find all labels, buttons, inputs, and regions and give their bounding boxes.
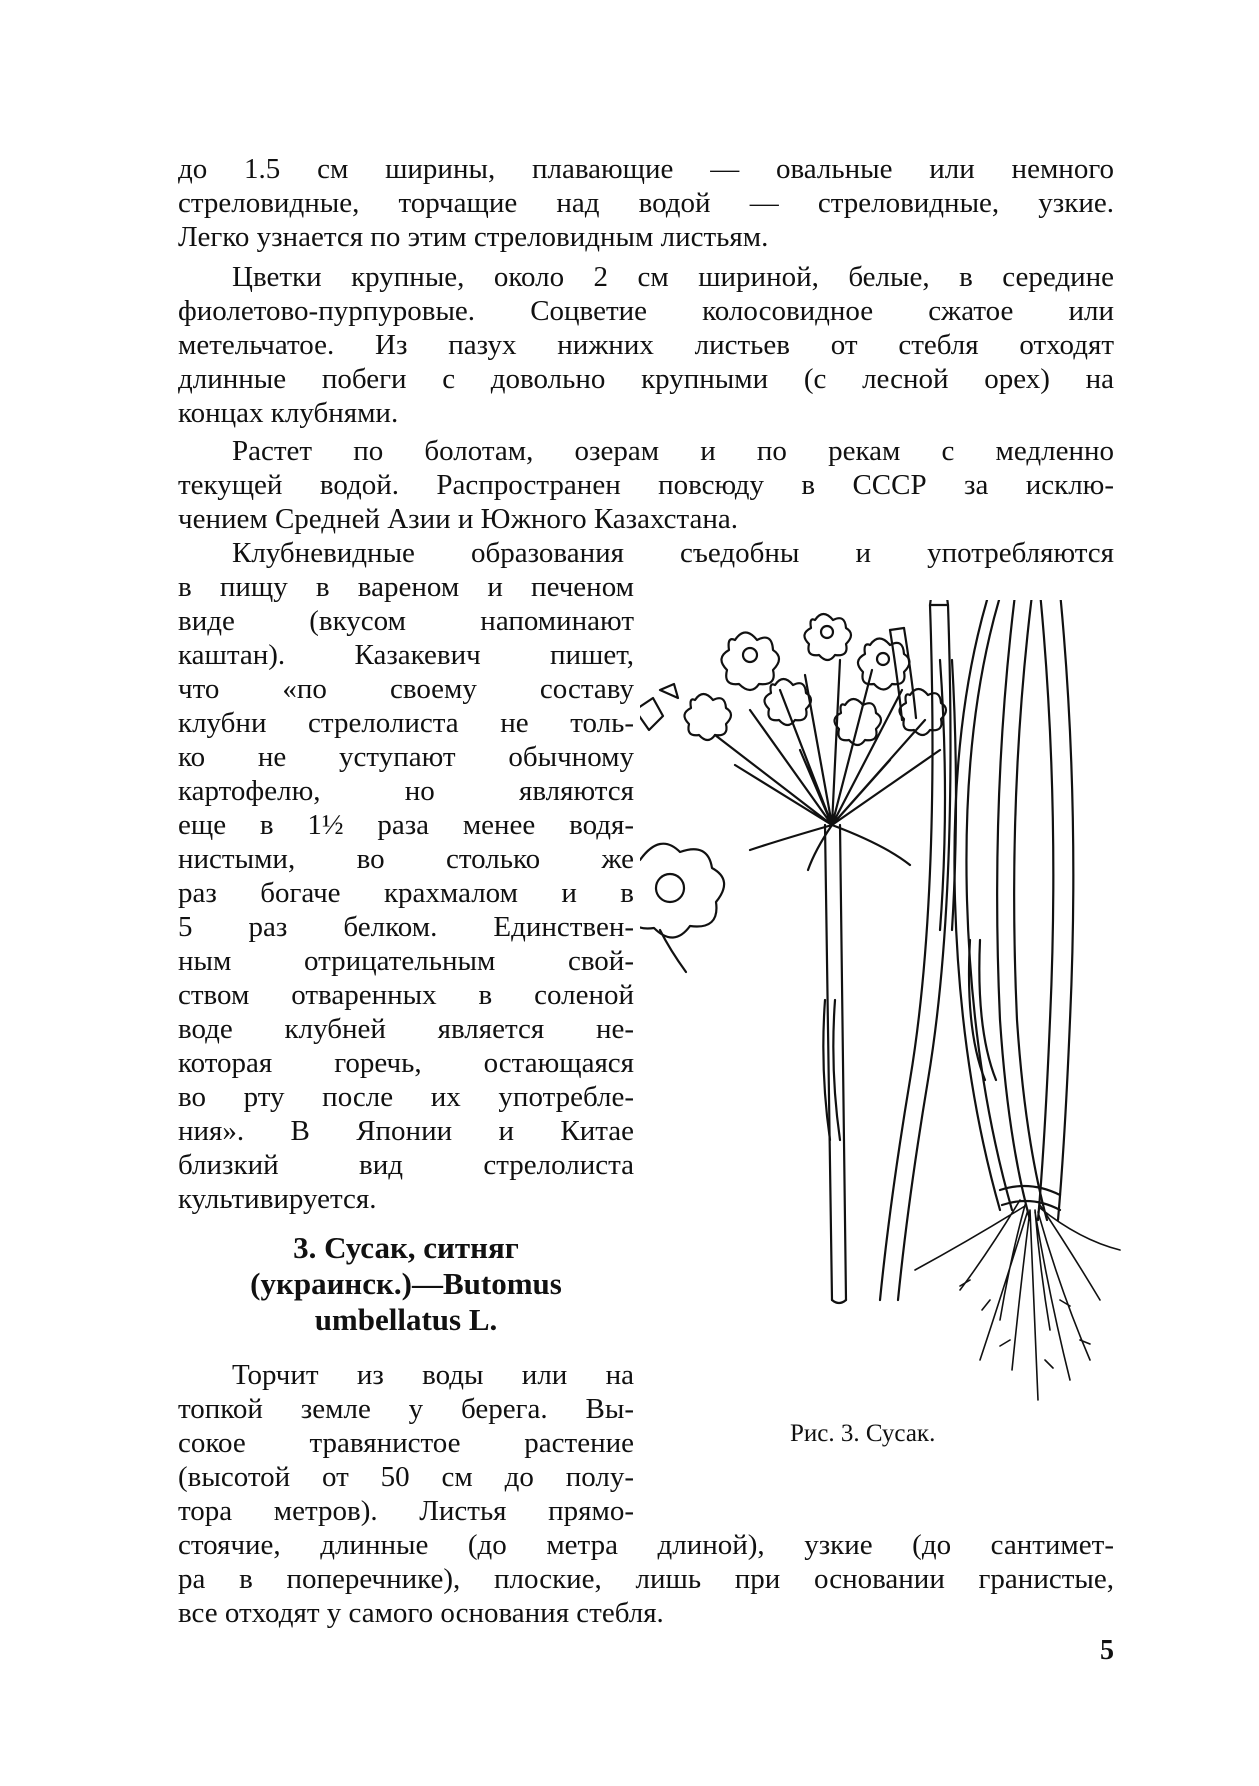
column-line: ния». В Японии и Китае [178, 1115, 634, 1147]
text-line: ра в поперечнике), плоские, лишь при основании гранистые, [178, 1563, 1114, 1595]
column-line: воде клубней является не- [178, 1013, 634, 1045]
text-line: метельчатое. Из пазух нижних листьев от стебля отходят [178, 329, 1114, 361]
text-line: чением Средней Азии и Южного Казахстана. [178, 503, 739, 535]
column-line: каштан). Казакевич пишет, [178, 639, 634, 671]
column-line: топкой земле у берега. Вы- [178, 1393, 634, 1425]
column-line: ством отваренных в соленой [178, 979, 634, 1011]
page-number: 5 [1100, 1635, 1114, 1666]
text-line: длинные побеги с довольно крупными (с лесной орех) на [178, 363, 1114, 395]
column-line: тора метров). Листья прямо- [178, 1495, 634, 1527]
text-line: Легко узнается по этим стреловидным листьям. [178, 221, 769, 253]
column-line: во рту после их употребле- [178, 1081, 634, 1113]
figure-caption: Рис. 3. Сусак. [790, 1420, 936, 1447]
butomus-illustration [640, 600, 1140, 1410]
column-line: виде (вкусом напоминают [178, 605, 634, 637]
column-line: 5 раз белком. Единствен- [178, 911, 634, 943]
column-line: картофелю, но являются [178, 775, 634, 807]
column-line: (высотой от 50 см до полу- [178, 1461, 634, 1493]
text-line: концах клубнями. [178, 397, 399, 429]
section-heading-line: (украинск.)—Butomus [250, 1266, 562, 1301]
text-line: текущей водой. Распространен повсюду в СССР за исклю- [178, 469, 1114, 501]
column-line: которая горечь, остающаяся [178, 1047, 634, 1079]
text-line: Цветки крупные, около 2 см шириной, белые, в середине [232, 261, 1114, 293]
column-line: сокое травянистое растение [178, 1427, 634, 1459]
column-line: еще в 1½ раза менее водя- [178, 809, 634, 841]
column-line: в пищу в вареном и печеном [178, 571, 634, 603]
text-line: все отходят у самого основания стебля. [178, 1597, 664, 1629]
column-line: раз богаче крахмалом и в [178, 877, 634, 909]
column-line: что «по своему составу [178, 673, 634, 705]
section-heading-line: umbellatus L. [314, 1302, 498, 1337]
column-line: клубни стрелолиста не толь- [178, 707, 634, 739]
column-line: ным отрицательным свой- [178, 945, 634, 977]
section-heading-line: 3. Сусак, ситняг [293, 1230, 519, 1265]
text-line: стоячие, длинные (до метра длиной), узкие (до сантимет- [178, 1529, 1114, 1561]
text-line: до 1.5 см ширины, плавающие — овальные или немного [178, 153, 1114, 185]
column-line: нистыми, во столько же [178, 843, 634, 875]
text-line: фиолетово-пурпуровые. Соцветие колосовидное сжатое или [178, 295, 1114, 327]
column-line: культивируется. [178, 1183, 377, 1215]
text-line: стреловидные, торчащие над водой — стреловидные, узкие. [178, 187, 1114, 219]
column-line: ко не уступают обычному [178, 741, 634, 773]
column-line: близкий вид стрелолиста [178, 1149, 634, 1181]
text-line: Клубневидные образования съедобны и употребляются [232, 537, 1114, 569]
column-line: Торчит из воды или на [232, 1359, 634, 1391]
text-line: Растет по болотам, озерам и по рекам с медленно [232, 435, 1114, 467]
